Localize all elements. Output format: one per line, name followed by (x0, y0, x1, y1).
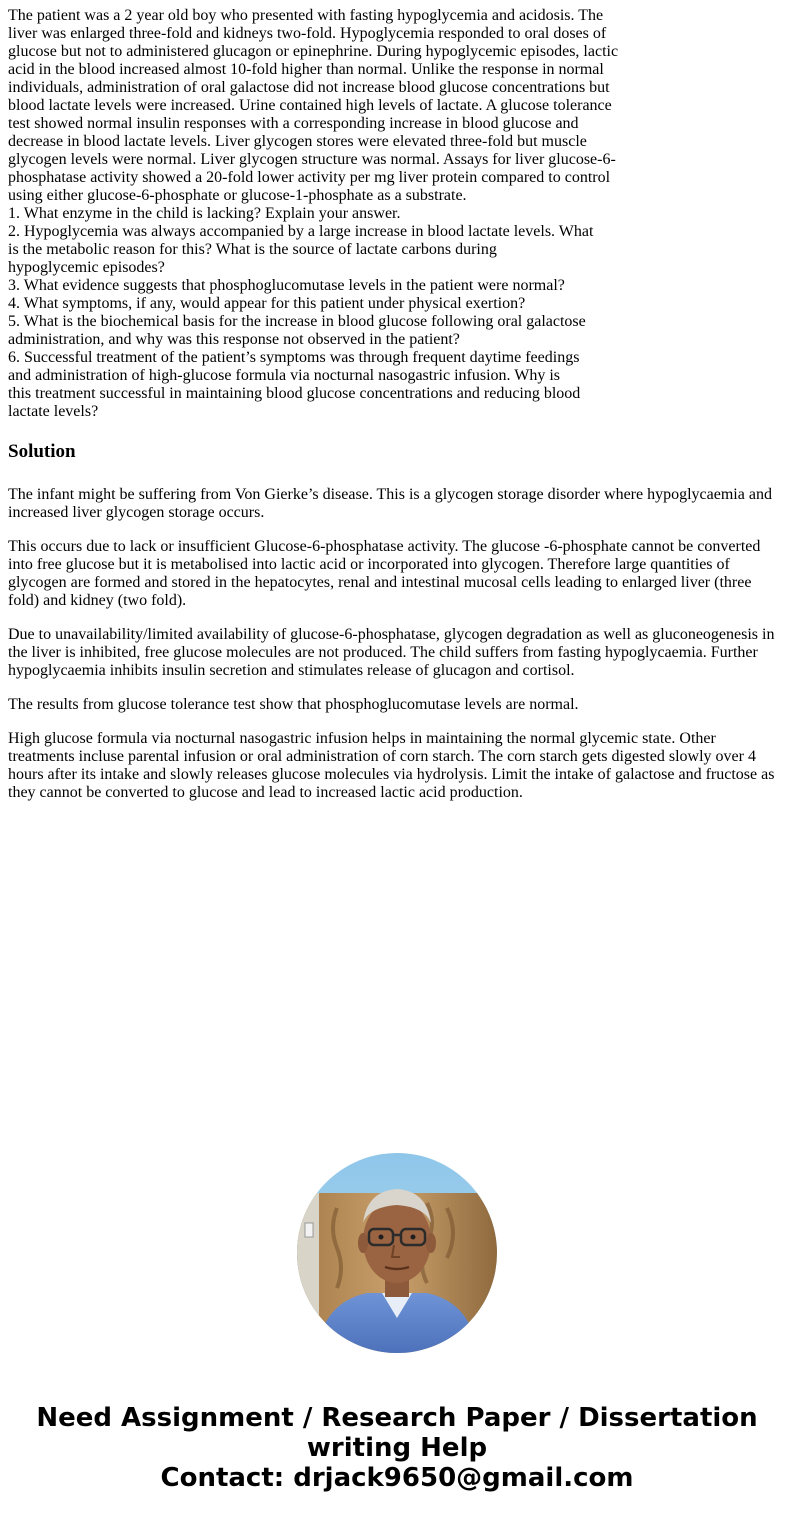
promo-line-2: writing Help (306, 1433, 488, 1463)
solution-paragraph: The results from glucose tolerance test show that phosphoglucomutase levels are normal. (8, 696, 579, 713)
promo-line-1: Need Assignment / Research Paper / Dissertation (36, 1403, 758, 1433)
author-avatar (297, 1153, 497, 1353)
question-item-4: 4. What symptoms, if any, would appear for this patient under physical exertion? (8, 295, 526, 312)
solution-paragraph: This occurs due to lack or insufficient Glucose-6-phosphatase activity. The glucose -6-phosphate cannot be converted into free glucose but it is metabolised into lactic acid or incorporated into glycogen. Therefore large quantities of glycogen are formed and stored in the hepatocytes, renal and intestinal mucosal cells leading to enlarged liver (three fold) and kidney (two fold). (8, 538, 761, 609)
question-line: decrease in blood lactate levels. Liver glycogen stores were elevated three-fold but muscle (8, 133, 587, 150)
author-photo-illustration (297, 1153, 497, 1353)
question-item-1: 1. What enzyme in the child is lacking? Explain your answer. (8, 205, 401, 222)
question-item-2: is the metabolic reason for this? What is the source of lactate carbons during (8, 241, 497, 258)
question-item-2: hypoglycemic episodes? (8, 259, 165, 276)
question-item-3: 3. What evidence suggests that phosphoglucomutase levels in the patient were normal? (8, 277, 565, 294)
solution-paragraph: High glucose formula via nocturnal nasogastric infusion helps in maintaining the normal glycemic state. Other treatments incluse parental infusion or oral administration of corn starch. The corn starch gets digested slowly over 4 hours after its intake and slowly releases glucose molecules via hydrolysis. Limit the intake of galactose and fructose as they cannot be converted to glucose and lead to increased lactic acid production. (8, 730, 775, 801)
solution-heading: Solution (8, 441, 76, 462)
solution-paragraph: The infant might be suffering from Von Gierke’s disease. This is a glycogen storage disorder where hypoglycaemia and increased liver glycogen storage occurs. (8, 486, 772, 521)
question-line: phosphatase activity showed a 20-fold lower activity per mg liver protein compared to control (8, 169, 611, 186)
question-line: using either glucose-6-phosphate or glucose-1-phosphate as a substrate. (8, 187, 467, 204)
question-line: blood lactate levels were increased. Urine contained high levels of lactate. A glucose tolerance (8, 97, 612, 114)
promo-banner (0, 1403, 794, 1493)
question-item-6: this treatment successful in maintaining blood glucose concentrations and reducing blood (8, 385, 581, 402)
question-line: glucose but not to administered glucagon or epinephrine. During hypoglycemic episodes, lactic (8, 43, 619, 60)
solution-section (8, 440, 786, 818)
question-item-5: administration, and why was this response not observed in the patient? (8, 331, 460, 348)
question-item-6: and administration of high-glucose formula via nocturnal nasogastric infusion. Why is (8, 367, 561, 384)
question-line: acid in the blood increased almost 10-fold higher than normal. Unlike the response in normal (8, 61, 604, 78)
question-line: individuals, administration of oral galactose did not increase blood glucose concentrations but (8, 79, 610, 96)
question-item-2: 2. Hypoglycemia was always accompanied by a large increase in blood lactate levels. What (8, 223, 594, 240)
question-item-5: 5. What is the biochemical basis for the increase in blood glucose following oral galactose (8, 313, 586, 330)
promo-contact: Contact: drjack9650@gmail.com (160, 1463, 634, 1493)
question-item-6: 6. Successful treatment of the patient’s symptoms was through frequent daytime feedings (8, 349, 580, 366)
question-text (8, 7, 648, 421)
question-item-6: lactate levels? (8, 403, 99, 420)
question-line: test showed normal insulin responses with a corresponding increase in blood glucose and (8, 115, 579, 132)
question-line: liver was enlarged three-fold and kidneys two-fold. Hypoglycemia responded to oral doses of (8, 25, 607, 42)
question-line: The patient was a 2 year old boy who presented with fasting hypoglycemia and acidosis. The (8, 7, 604, 24)
question-line: glycogen levels were normal. Liver glycogen structure was normal. Assays for liver glucose-6- (8, 151, 616, 168)
solution-paragraph: Due to unavailability/limited availability of glucose-6-phosphatase, glycogen degradation as well as gluconeogenesis in the liver is inhibited, free glucose molecules are not produced. The child suffers from fasting hypoglycaemia. Further hypoglycaemia inhibits insulin secretion and stimulates release of glucagon and cortisol. (8, 626, 775, 679)
